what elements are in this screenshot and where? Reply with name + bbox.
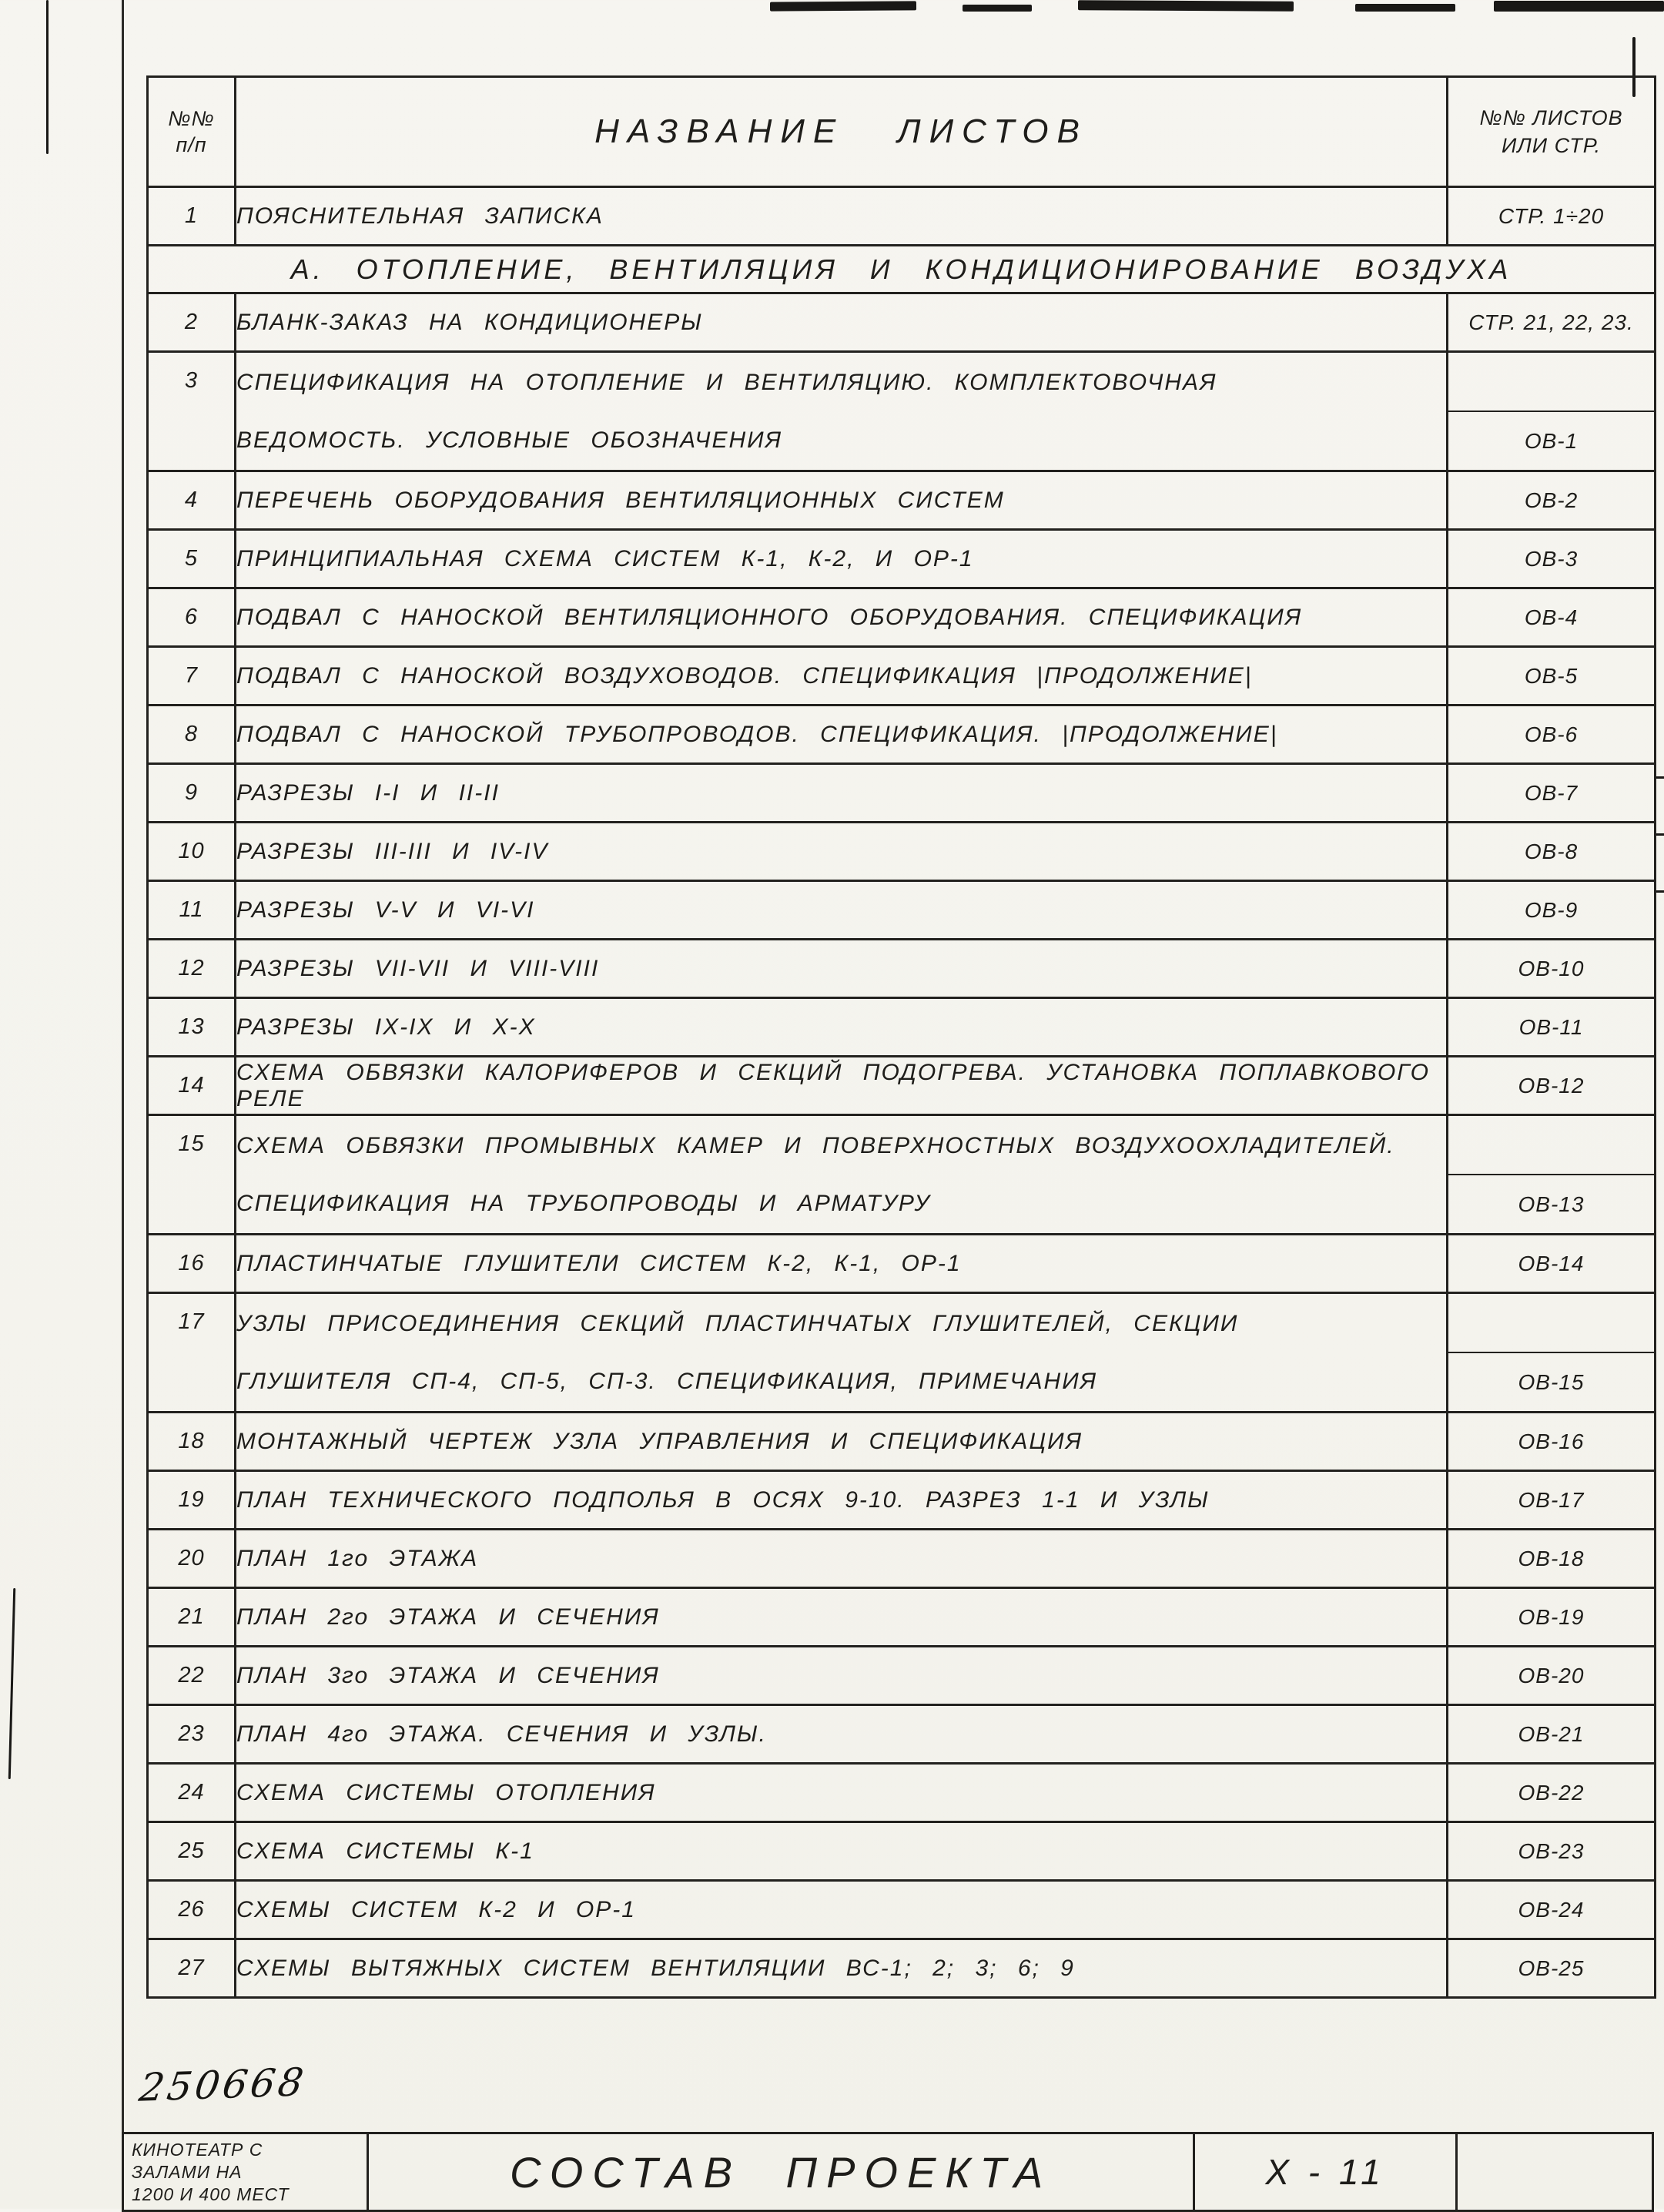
sheet-ref-line: ОВ-1	[1448, 411, 1654, 470]
sheet-title	[236, 647, 1448, 705]
sheet-number: 9	[148, 764, 236, 823]
sheet-title-line: ГЛУШИТЕЛЯ СП-4, СП-5, СП-3. СПЕЦИФИКАЦИЯ, ПРИМЕЧАНИЯ	[236, 1368, 1098, 1394]
sheet-title	[236, 764, 1448, 823]
scan-artifact	[46, 0, 49, 154]
sheet-number: 6	[148, 588, 236, 647]
sheet-number: 12	[148, 940, 236, 998]
sheet-title	[236, 1293, 1448, 1413]
sheet-title-line: РАЗРЕЗЫ III-III И IV-IV	[236, 838, 549, 864]
sheet-title-line: ПЛАН 1го ЭТАЖА	[236, 1545, 479, 1571]
sheet-row	[148, 1413, 1656, 1471]
sheet-number: 25	[148, 1822, 236, 1881]
sheet-ref	[1448, 352, 1656, 471]
sheet-title	[236, 1647, 1448, 1705]
column-header-number-line1: №№	[168, 107, 215, 130]
sheet-title	[236, 1235, 1448, 1293]
scan-artifact	[1494, 1, 1664, 12]
sheet-title	[236, 352, 1448, 471]
sheet-title-line: СХЕМА ОБВЯЗКИ ПРОМЫВНЫХ КАМЕР И ПОВЕРХНОСТНЫХ ВОЗДУХООХЛАДИТЕЛЕЙ.	[236, 1132, 1395, 1158]
sheet-ref: ОВ-20	[1448, 1647, 1656, 1705]
sheet-ref: ОВ-10	[1448, 940, 1656, 998]
sheet-ref: СТР. 21, 22, 23.	[1448, 293, 1656, 352]
sheet-title-line: РАЗРЕЗЫ I-I И II-II	[236, 779, 500, 806]
handwritten-stamp-number: 250668	[136, 2060, 310, 2110]
sheet-number: 7	[148, 647, 236, 705]
sheet-ref-line: ОВ-13	[1448, 1174, 1654, 1233]
sheet-number: 10	[148, 823, 236, 881]
sheet-row	[148, 1235, 1656, 1293]
column-header-name: НАЗВАНИЕ ЛИСТОВ	[236, 77, 1448, 187]
scan-artifact	[770, 1, 916, 11]
title-block-empty-cell	[1458, 2134, 1652, 2210]
sheet-title-line: ПЛАН ТЕХНИЧЕСКОГО ПОДПОЛЬЯ В ОСЯХ 9-10. РАЗРЕЗ 1-1 И УЗЛЫ	[236, 1486, 1210, 1513]
sheet-title	[236, 588, 1448, 647]
sheet-number: 2	[148, 293, 236, 352]
sheet-title-line: ПЕРЕЧЕНЬ ОБОРУДОВАНИЯ ВЕНТИЛЯЦИОННЫХ СИСТЕМ	[236, 487, 1005, 513]
sheet-ref: ОВ-11	[1448, 998, 1656, 1057]
sheet-title	[236, 530, 1448, 588]
title-block	[122, 2132, 1654, 2212]
sheet-row	[148, 998, 1656, 1057]
scan-artifact	[1656, 833, 1664, 836]
sheet-row	[148, 1822, 1656, 1881]
sheet-ref-line: ОВ-15	[1448, 1352, 1654, 1411]
sheet-number: 20	[148, 1530, 236, 1588]
sheet-number: 21	[148, 1588, 236, 1647]
table-header-row	[148, 77, 1656, 187]
sheet-title	[236, 1588, 1448, 1647]
sheet-title	[236, 1822, 1448, 1881]
sheet-number: 5	[148, 530, 236, 588]
sheet-row	[148, 1471, 1656, 1530]
scan-artifact	[8, 1588, 15, 1779]
sheet-number: 27	[148, 1939, 236, 1998]
sheet-ref	[1448, 1293, 1656, 1413]
sheet-number: 15	[148, 1115, 236, 1235]
sheet-title	[236, 1530, 1448, 1588]
sheet-title	[236, 1057, 1448, 1115]
sheet-number: 26	[148, 1881, 236, 1939]
sheet-row	[148, 1115, 1656, 1235]
sheet-title	[236, 881, 1448, 940]
sheet-ref-line	[1448, 353, 1654, 411]
sheet-title-line: ПЛАН 3го ЭТАЖА И СЕЧЕНИЯ	[236, 1662, 660, 1688]
column-header-number	[148, 77, 236, 187]
sheet-ref: ОВ-25	[1448, 1939, 1656, 1998]
sheet-title	[236, 823, 1448, 881]
sheet-number: 16	[148, 1235, 236, 1293]
sheet-title-line: РАЗРЕЗЫ VII-VII И VIII-VIII	[236, 955, 600, 981]
sheet-index	[146, 75, 1654, 1999]
scan-artifact	[1078, 0, 1294, 11]
sheet-row	[148, 647, 1656, 705]
sheet-row	[148, 1764, 1656, 1822]
sheet-ref: ОВ-24	[1448, 1881, 1656, 1939]
sheet-title-line: РАЗРЕЗЫ IX-IX И X-X	[236, 1014, 536, 1040]
left-frame-line	[122, 0, 124, 2209]
sheet-title-line: ПЛАН 2го ЭТАЖА И СЕЧЕНИЯ	[236, 1604, 660, 1630]
column-header-ref	[1448, 77, 1656, 187]
section-header-row	[148, 246, 1656, 293]
column-header-ref-line2: ИЛИ СТР.	[1501, 134, 1602, 157]
sheet-ref: ОВ-9	[1448, 881, 1656, 940]
sheet-ref: ОВ-23	[1448, 1822, 1656, 1881]
column-header-number-line2: п/п	[176, 133, 207, 156]
sheet-number: 19	[148, 1471, 236, 1530]
sheet-ref: ОВ-12	[1448, 1057, 1656, 1115]
sheet-row	[148, 588, 1656, 647]
project-name-line3: 1200 И 400 МЕСТ	[132, 2184, 290, 2204]
sheet-row	[148, 1647, 1656, 1705]
sheet-number: 11	[148, 881, 236, 940]
sheet-title-line: ПОДВАЛ С НАНОСКОЙ ВЕНТИЛЯЦИОННОГО ОБОРУДОВАНИЯ. СПЕЦИФИКАЦИЯ	[236, 604, 1303, 630]
scan-artifact	[1355, 4, 1455, 12]
sheet-title-line: ВЕДОМОСТЬ. УСЛОВНЫЕ ОБОЗНАЧЕНИЯ	[236, 427, 783, 453]
sheet-row	[148, 1588, 1656, 1647]
sheet-title-line: СПЕЦИФИКАЦИЯ НА ТРУБОПРОВОДЫ И АРМАТУРУ	[236, 1190, 931, 1216]
sheet-row	[148, 352, 1656, 471]
sheet-ref-line	[1448, 1116, 1654, 1174]
sheet-title-line: ПЛАСТИНЧАТЫЕ ГЛУШИТЕЛИ СИСТЕМ К-2, К-1, ОР-1	[236, 1250, 962, 1276]
sheet-number: 14	[148, 1057, 236, 1115]
project-name-line1: КИНОТЕАТР С	[132, 2140, 263, 2160]
sheet-index-table	[146, 75, 1656, 1999]
sheet-title-line: СХЕМА СИСТЕМЫ ОТОПЛЕНИЯ	[236, 1779, 656, 1805]
sheet-row	[148, 1939, 1656, 1998]
sheet-number: 1	[148, 187, 236, 246]
sheet-ref: ОВ-14	[1448, 1235, 1656, 1293]
sheet-title	[236, 705, 1448, 764]
sheet-title-line: СХЕМА ОБВЯЗКИ КАЛОРИФЕРОВ И СЕКЦИЙ ПОДОГРЕВА. УСТАНОВКА ПОПЛАВКОВОГО РЕЛЕ	[236, 1059, 1430, 1111]
sheet-title-line: ПОДВАЛ С НАНОСКОЙ ВОЗДУХОВОДОВ. СПЕЦИФИКАЦИЯ |ПРОДОЛЖЕНИЕ|	[236, 662, 1253, 689]
sheet-ref: ОВ-4	[1448, 588, 1656, 647]
document-code: Х - 11	[1195, 2134, 1458, 2210]
sheet-ref: ОВ-18	[1448, 1530, 1656, 1588]
sheet-title	[236, 471, 1448, 530]
sheet-title	[236, 1115, 1448, 1235]
sheet-title-line: СХЕМА СИСТЕМЫ К-1	[236, 1838, 534, 1864]
sheet-ref: ОВ-6	[1448, 705, 1656, 764]
sheet-ref: ОВ-17	[1448, 1471, 1656, 1530]
column-header-ref-line1: №№ ЛИСТОВ	[1479, 106, 1623, 129]
sheet-title	[236, 998, 1448, 1057]
sheet-title-line: ПРИНЦИПИАЛЬНАЯ СХЕМА СИСТЕМ К-1, К-2, И ОР-1	[236, 545, 974, 571]
sheet-ref: ОВ-5	[1448, 647, 1656, 705]
sheet-title-line: СХЕМЫ ВЫТЯЖНЫХ СИСТЕМ ВЕНТИЛЯЦИИ ВС-1; 2; 3; 6; 9	[236, 1955, 1075, 1981]
sheet-title	[236, 1939, 1448, 1998]
sheet-ref: ОВ-8	[1448, 823, 1656, 881]
sheet-title-line: ПОЯСНИТЕЛЬНАЯ ЗАПИСКА	[236, 203, 604, 229]
sheet-title	[236, 940, 1448, 998]
sheet-title	[236, 1764, 1448, 1822]
sheet-row	[148, 1705, 1656, 1764]
scan-artifact	[1656, 776, 1664, 779]
sheet-ref: СТР. 1÷20	[1448, 187, 1656, 246]
sheet-title	[236, 1705, 1448, 1764]
sheet-row	[148, 1057, 1656, 1115]
sheet-ref-line	[1448, 1294, 1654, 1352]
sheet-title-line: СХЕМЫ СИСТЕМ К-2 И ОР-1	[236, 1896, 636, 1922]
sheet-row	[148, 881, 1656, 940]
sheet-title	[236, 187, 1448, 246]
sheet-number: 3	[148, 352, 236, 471]
sheet-title	[236, 1413, 1448, 1471]
sheet-ref: ОВ-16	[1448, 1413, 1656, 1471]
sheet-number: 24	[148, 1764, 236, 1822]
project-name-cell	[124, 2134, 369, 2210]
sheet-title-line: РАЗРЕЗЫ V-V И VI-VI	[236, 897, 535, 923]
sheet-number: 17	[148, 1293, 236, 1413]
sheet-number: 18	[148, 1413, 236, 1471]
sheet-ref	[1448, 1115, 1656, 1235]
sheet-number: 23	[148, 1705, 236, 1764]
sheet-number: 22	[148, 1647, 236, 1705]
sheet-ref: ОВ-2	[1448, 471, 1656, 530]
sheet-number: 4	[148, 471, 236, 530]
sheet-row	[148, 471, 1656, 530]
sheet-ref: ОВ-22	[1448, 1764, 1656, 1822]
sheet-title-line: ПЛАН 4го ЭТАЖА. СЕЧЕНИЯ И УЗЛЫ.	[236, 1721, 767, 1747]
sheet-row	[148, 1293, 1656, 1413]
sheet-ref: ОВ-7	[1448, 764, 1656, 823]
sheet-title	[236, 1881, 1448, 1939]
sheet-title-line: СПЕЦИФИКАЦИЯ НА ОТОПЛЕНИЕ И ВЕНТИЛЯЦИЮ. КОМПЛЕКТОВОЧНАЯ	[236, 369, 1217, 395]
sheet-row	[148, 1881, 1656, 1939]
sheet-row	[148, 187, 1656, 246]
sheet-title-line: БЛАНК-ЗАКАЗ НА КОНДИЦИОНЕРЫ	[236, 309, 703, 335]
sheet-row	[148, 530, 1656, 588]
sheet-row	[148, 705, 1656, 764]
sheet-table-body	[148, 187, 1656, 1998]
sheet-title-line: ПОДВАЛ С НАНОСКОЙ ТРУБОПРОВОДОВ. СПЕЦИФИКАЦИЯ. |ПРОДОЛЖЕНИЕ|	[236, 721, 1278, 747]
sheet-row	[148, 764, 1656, 823]
sheet-row	[148, 823, 1656, 881]
sheet-title	[236, 293, 1448, 352]
sheet-title-line: УЗЛЫ ПРИСОЕДИНЕНИЯ СЕКЦИЙ ПЛАСТИНЧАТЫХ ГЛУШИТЕЛЕЙ, СЕКЦИИ	[236, 1310, 1239, 1336]
project-name-line2: ЗАЛАМИ НА	[132, 2162, 243, 2182]
sheet-ref: ОВ-19	[1448, 1588, 1656, 1647]
sheet-row	[148, 1530, 1656, 1588]
sheet-row	[148, 293, 1656, 352]
sheet-title-line: МОНТАЖНЫЙ ЧЕРТЕЖ УЗЛА УПРАВЛЕНИЯ И СПЕЦИФИКАЦИЯ	[236, 1428, 1083, 1454]
document-title: СОСТАВ ПРОЕКТА	[369, 2134, 1195, 2210]
scan-artifact	[1656, 890, 1664, 893]
sheet-ref: ОВ-21	[1448, 1705, 1656, 1764]
sheet-ref: ОВ-3	[1448, 530, 1656, 588]
sheet-number: 13	[148, 998, 236, 1057]
sheet-number: 8	[148, 705, 236, 764]
scan-artifact	[963, 5, 1032, 12]
section-header: А. ОТОПЛЕНИЕ, ВЕНТИЛЯЦИЯ И КОНДИЦИОНИРОВАНИЕ ВОЗДУХА	[148, 246, 1656, 293]
sheet-row	[148, 940, 1656, 998]
sheet-title	[236, 1471, 1448, 1530]
